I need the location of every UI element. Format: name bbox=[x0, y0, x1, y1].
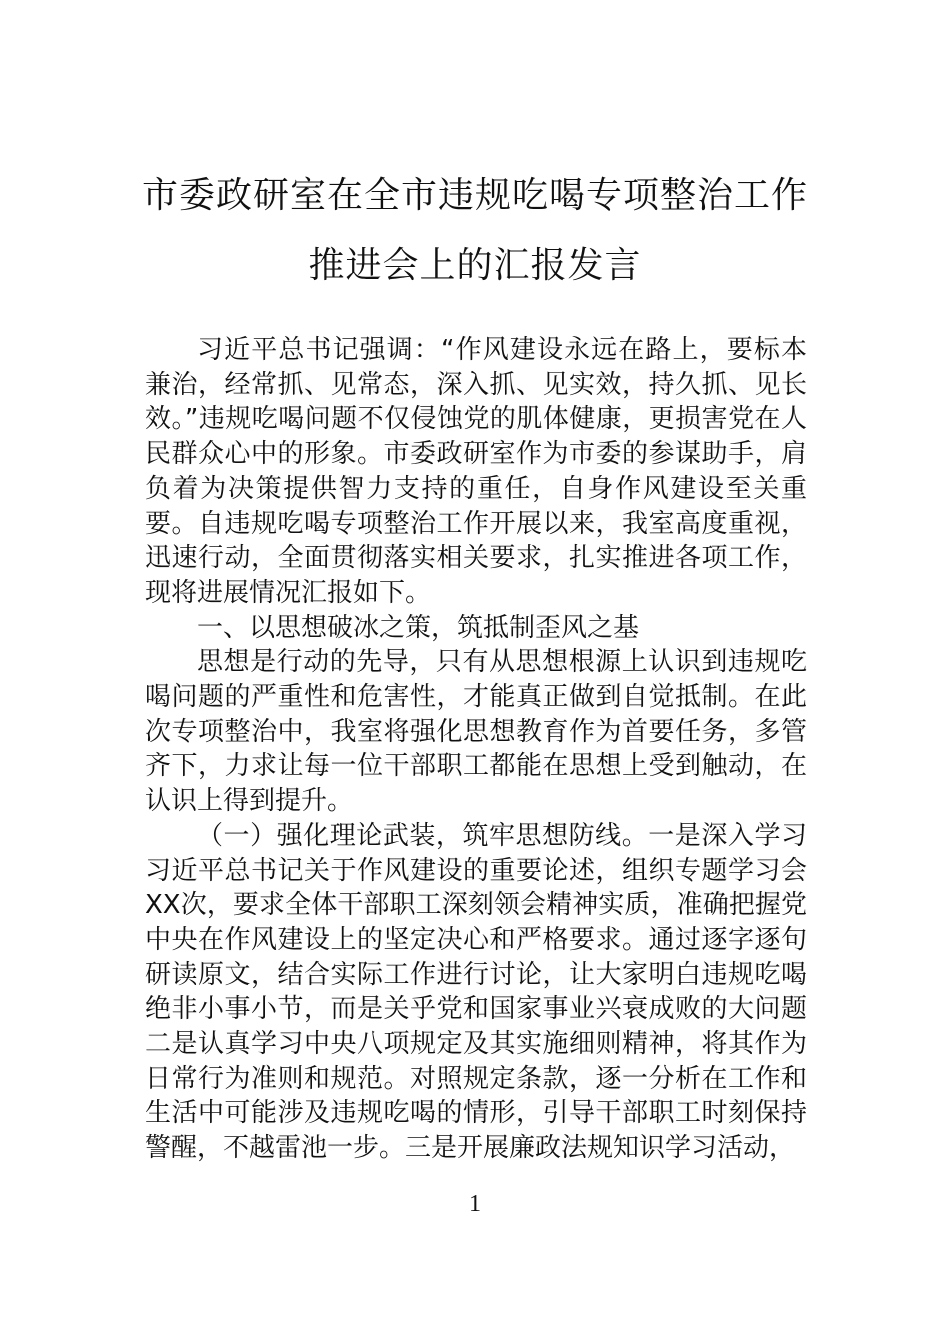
document-body bbox=[145, 333, 807, 1166]
document-title-line-2: 推进会上的汇报发言 bbox=[308, 245, 642, 286]
page-number: 1 bbox=[469, 1191, 481, 1217]
section-heading: 一、以思想破冰之策，筑抵制歪风之基 bbox=[197, 612, 640, 643]
document-title-line-1: 市委政研室在全市违规吃喝专项整治工作 bbox=[141, 175, 808, 216]
subsection-paragraph: （一）强化理论武装，筑牢思想防线。一是深入学习习近平总书记关于作风建设的重要论述，组织专题学习会XX次，要求全体干部职工深刻领会精神实质，准确把握党中央在作风建设上的坚定决心和严格要求。通过逐字逐句研读原文，结合实际工作进行讨论，让大家明白违规吃喝绝非小事小节，而是关乎党和国家事业兴衰成败的大问题二是认真学习中央八项规定及其实施细则精神，将其作为日常行为准则和规范。对照规定条款，逐一分析在工作和生活中可能涉及违规吃喝的情形，引导干部职工时刻保持警醒，不越雷池一步。三是开展廉政法规知识学习活动， bbox=[145, 820, 807, 1164]
intro-paragraph: 习近平总书记强调：“作风建设永远在路上，要标本兼治，经常抓、见常态，深入抓、见实效，持久抓、见长效。”违规吃喝问题不仅侵蚀党的肌体健康，更损害党在人民群众心中的形象。市委政研室作为市委的参谋助手，肩负着为决策提供智力支持的重任，自身作风建设至关重要。自违规吃喝专项整治工作开展以来，我室高度重视，迅速行动，全面贯彻落实相关要求，扎实推进各项工作，现将进展情况汇报如下。 bbox=[145, 335, 807, 608]
section-paragraph: 思想是行动的先导，只有从思想根源上认识到违规吃喝问题的严重性和危害性，才能真正做到自觉抵制。在此次专项整治中，我室将强化思想教育作为首要任务，多管齐下，力求让每一位干部职工都能在思想上受到触动，在认识上得到提升。 bbox=[145, 647, 807, 817]
